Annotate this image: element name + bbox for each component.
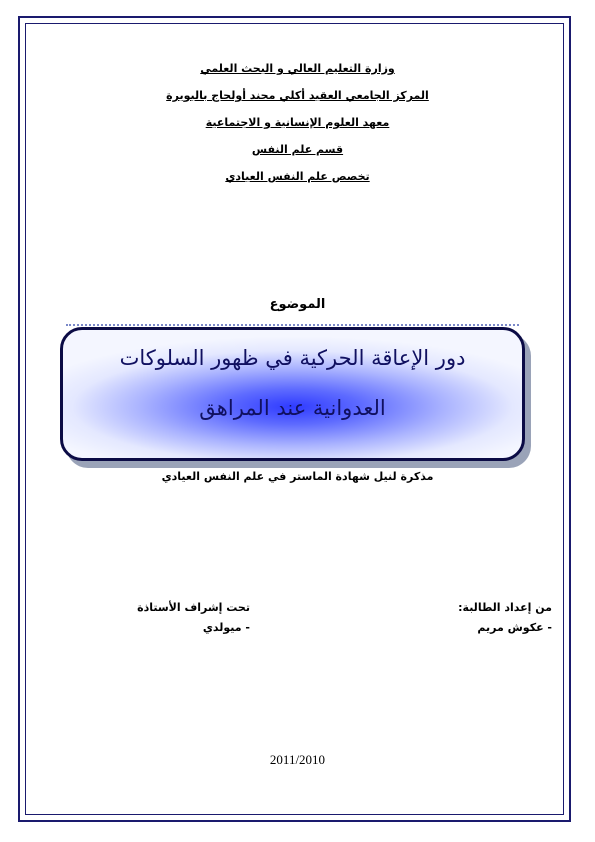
- subject-label: الموضوع: [269, 297, 326, 312]
- academic-year: 2011/2010: [269, 752, 326, 767]
- student-block: [352, 598, 552, 638]
- student-label: من إعداد الطالبة:: [458, 601, 552, 614]
- thesis-statement: مذكرة لنيل شهادة الماستر في علم النفس العيادي: [161, 470, 434, 483]
- supervisor-label: تحت إشراف الأستاذة: [137, 601, 250, 614]
- supervisor-block: [90, 598, 250, 638]
- title-frame-dots: [66, 324, 519, 326]
- university-line: المركز الجامعي العقيد أكلي محند أولحاج بالبويرة: [166, 89, 429, 102]
- student-name: - عكوش مريم: [477, 621, 552, 634]
- title-line-1: دور الإعاقة الحركية في ظهور السلوكات: [119, 346, 466, 370]
- supervisor-name: - ميولدي: [202, 621, 250, 634]
- department-line: قسم علم النفس: [251, 143, 344, 156]
- institute-line: معهد العلوم الإنسانية و الاجتماعية: [205, 116, 390, 129]
- title-line-2: العدوانية عند المراهق: [199, 396, 386, 420]
- specialty-line: تخصص علم النفس العيادي: [225, 170, 370, 183]
- ministry-line: وزارة التعليم العالي و البحث العلمي: [200, 62, 395, 75]
